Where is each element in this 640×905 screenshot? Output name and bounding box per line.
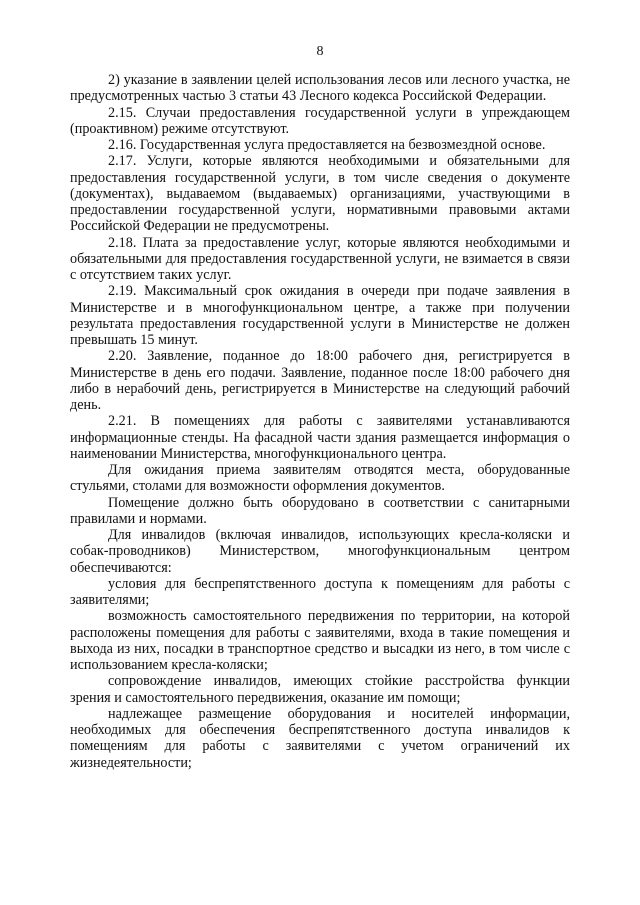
paragraph-2-20-registration: 2.20. Заявление, поданное до 18:00 рабочего дня, регистрируется в Министерстве в день его подачи. Заявление, поданное после 18:00 рабочего дня либо в нерабочий день, регистрируется в Министерстве на следующий рабочий день. — [70, 348, 570, 413]
paragraph-waiting-places: Для ожидания приема заявителям отводятся места, оборудованные стульями, столами для возможности оформления документов. — [70, 462, 570, 495]
document-body — [70, 72, 570, 771]
paragraph-access-conditions: условия для беспрепятственного доступа к помещениям для работы с заявителями; — [70, 575, 570, 608]
paragraph-2-19-waiting-time: 2.19. Максимальный срок ожидания в очереди при подаче заявления в Министерстве и в многофункциональном центре, а также при получении результата предоставления государственной услуги в Министерстве не должен превышать 15 минут. — [70, 283, 570, 348]
paragraph-2-17-required-services: 2.17. Услуги, которые являются необходимыми и обязательными для предоставления государственной услуги, в том числе сведения о документе (документах), выдаваемом (выдаваемых) организациями, участвующими в предоставлении государственной услуги, нормативными правовыми актами Российской Федерации не предусмотрены. — [70, 153, 570, 235]
paragraph-independent-movement: возможность самостоятельного передвижения по территории, на которой расположены помещения для работы с заявителями, входа в такие помещения и выхода из них, посадки в транспортное средство и высадки из него, в том числе с использованием кресла-коляски; — [70, 608, 570, 673]
paragraph-disabled-persons: Для инвалидов (включая инвалидов, использующих кресла-коляски и собак-проводников) Министерством, многофункциональным центром обеспечиваются: — [70, 527, 570, 576]
paragraph-2-15-proactive-mode: 2.15. Случаи предоставления государственной услуги в упреждающем (проактивном) режиме отсутствуют. — [70, 104, 570, 137]
paragraph-2-21-premises: 2.21. В помещениях для работы с заявителями устанавливаются информационные стенды. На фасадной части здания размещается информация о наименовании Министерства, многофункционального центра. — [70, 413, 570, 462]
paragraph-refusal-reason-2: 2) указание в заявлении целей использования лесов или лесного участка, не предусмотренных частью 3 статьи 43 Лесного кодекса Российской Федерации. — [70, 72, 570, 105]
paragraph-2-18-fee: 2.18. Плата за предоставление услуг, которые являются необходимыми и обязательными для предоставления государственной услуги, не взимается в связи с отсутствием таких услуг. — [70, 234, 570, 283]
paragraph-equipment-placement: надлежащее размещение оборудования и носителей информации, необходимых для обеспечения беспрепятственного доступа инвалидов к помещениям для работы с заявителями с учетом ограничений их жизнедеятельности; — [70, 705, 570, 771]
paragraph-2-16-free-of-charge: 2.16. Государственная услуга предоставляется на безвозмездной основе. — [108, 137, 546, 153]
paragraph-sanitary-rules: Помещение должно быть оборудовано в соответствии с санитарными правилами и нормами. — [70, 494, 570, 527]
page-number: 8 — [316, 44, 324, 59]
paragraph-escort: сопровождение инвалидов, имеющих стойкие расстройства функции зрения и самостоятельного передвижения, оказание им помощи; — [70, 673, 570, 706]
